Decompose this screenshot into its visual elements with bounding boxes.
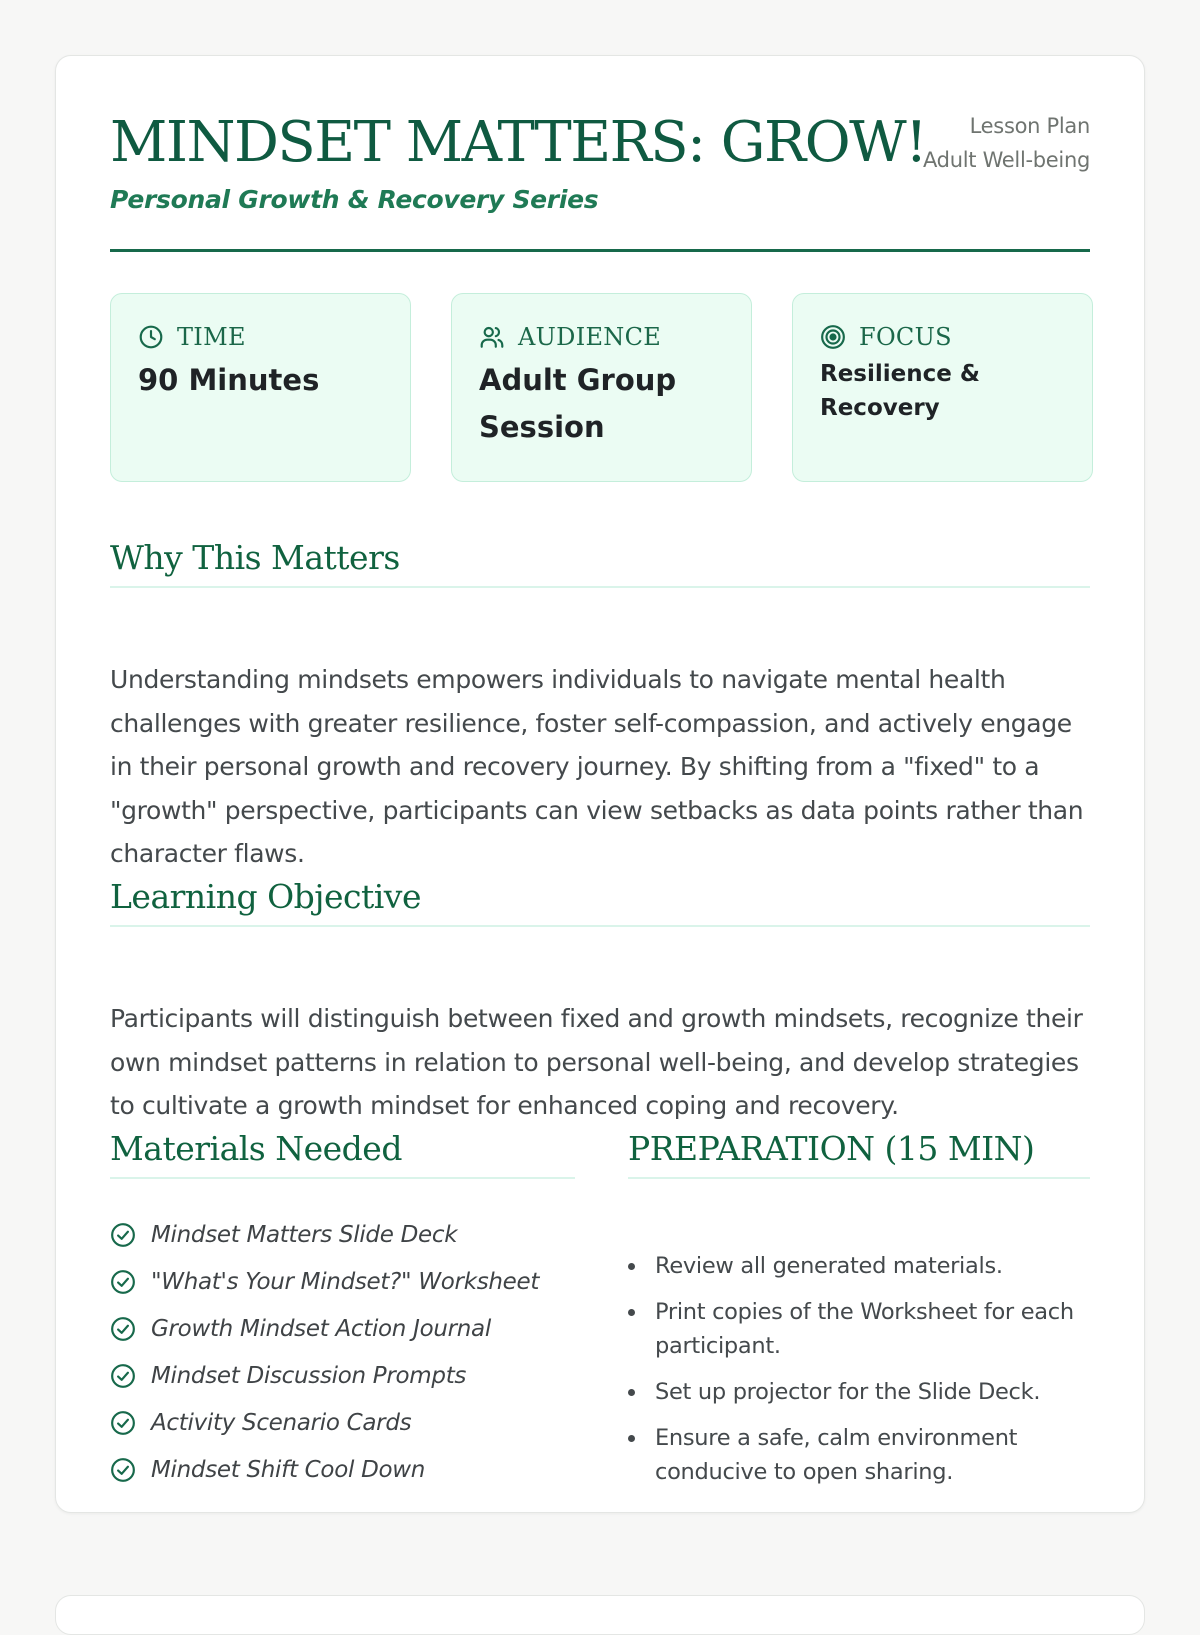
material-label: Growth Mindset Action Journal <box>151 1315 491 1342</box>
material-label: Mindset Matters Slide Deck <box>151 1221 458 1248</box>
users-icon <box>479 324 505 350</box>
page-title: MINDSET MATTERS: GROW! <box>110 110 927 175</box>
meta-doc-type: Lesson Plan <box>969 114 1090 138</box>
material-label: Activity Scenario Cards <box>151 1409 412 1436</box>
bullet-icon <box>628 1263 635 1270</box>
stat-value: Resilience & Recovery <box>820 361 980 421</box>
material-label: Mindset Discussion Prompts <box>151 1362 467 1389</box>
check-circle-icon <box>110 1410 136 1436</box>
prep-step: Ensure a safe, calm environment conducive to open sharing. <box>655 1425 1018 1485</box>
check-circle-icon <box>110 1222 136 1248</box>
list-item <box>628 1375 1090 1409</box>
target-icon <box>820 324 846 350</box>
stat-label: FOCUS <box>859 323 952 351</box>
check-circle-icon <box>110 1457 136 1483</box>
header-divider <box>110 249 1090 252</box>
check-circle-icon <box>110 1363 136 1389</box>
lesson-plan-card <box>55 55 1145 1513</box>
stat-value: Adult Group Session <box>479 363 677 444</box>
list-item <box>110 1258 580 1305</box>
prep-step: Review all generated materials. <box>655 1253 1003 1279</box>
section-heading-objective: Learning Objective <box>110 875 1090 927</box>
list-item <box>110 1211 580 1258</box>
list-item <box>628 1295 1090 1363</box>
stat-value: 90 Minutes <box>138 363 320 397</box>
list-item <box>628 1249 1090 1283</box>
material-label: Mindset Shift Cool Down <box>151 1456 426 1483</box>
bullet-icon <box>628 1435 635 1442</box>
prep-step: Set up projector for the Slide Deck. <box>655 1379 1041 1405</box>
stat-label: TIME <box>177 323 246 351</box>
bullet-icon <box>628 1309 635 1316</box>
list-item <box>110 1446 580 1493</box>
list-item <box>110 1399 580 1446</box>
series-subtitle: Personal Growth & Recovery Series <box>110 185 599 214</box>
section-heading-preparation: PREPARATION (15 MIN) <box>628 1127 1090 1179</box>
list-item <box>110 1305 580 1352</box>
section-heading-materials: Materials Needed <box>110 1127 575 1179</box>
stat-card-time <box>110 293 411 482</box>
prep-step: Print copies of the Worksheet for each participant. <box>655 1299 1074 1359</box>
list-item <box>110 1352 580 1399</box>
check-circle-icon <box>110 1269 136 1295</box>
stat-card-audience <box>451 293 752 482</box>
check-circle-icon <box>110 1316 136 1342</box>
section-heading-why: Why This Matters <box>110 536 1090 588</box>
bullet-icon <box>628 1389 635 1396</box>
material-label: "What's Your Mindset?" Worksheet <box>151 1268 540 1295</box>
stat-card-focus <box>792 293 1093 482</box>
materials-list <box>110 1211 580 1493</box>
header-meta <box>923 109 1090 177</box>
preparation-list <box>628 1249 1090 1501</box>
meta-category: Adult Well-being <box>922 148 1090 172</box>
list-item <box>628 1421 1090 1489</box>
stat-label: AUDIENCE <box>518 323 662 351</box>
why-paragraph: Understanding mindsets empowers individuals to navigate mental health challenges with greater resilience, foster self-compassion, and actively engage in their personal growth and recovery journey. By shifting from a "fixed" to a "growth" perspective, participants can view setbacks as data points rather than character flaws. <box>110 665 1084 868</box>
objective-paragraph: Participants will distinguish between fixed and growth mindsets, recognize their own mindset patterns in relation to personal well-being, and develop strategies to cultivate a growth mindset for enhanced coping and recovery. <box>110 1004 1083 1120</box>
clock-icon <box>138 324 164 350</box>
next-card-edge <box>55 1595 1145 1635</box>
